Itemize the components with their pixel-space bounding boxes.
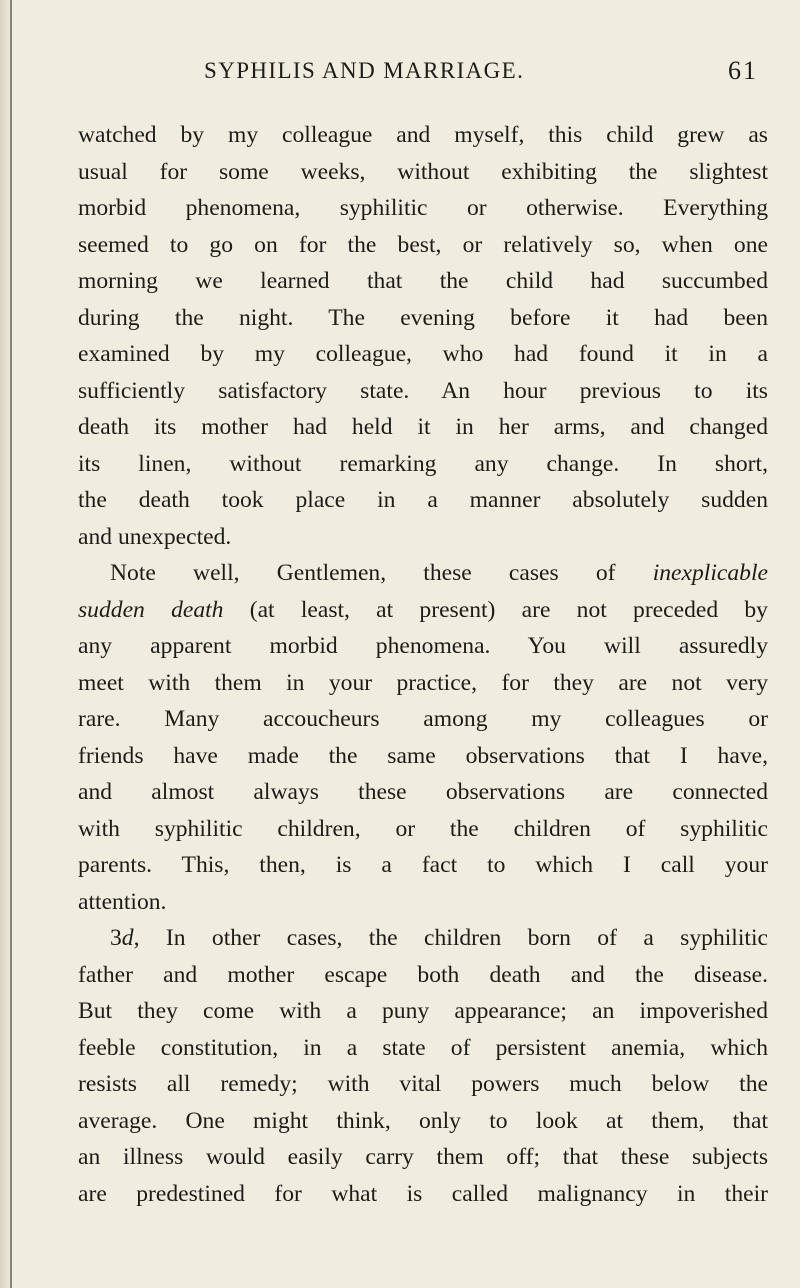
italic-term: inexplicable — [652, 560, 768, 586]
text-line: friends have made the same observations that I have, — [78, 742, 768, 769]
text-line: average. One might think, only to look at them, that — [78, 1107, 768, 1134]
text-line: resists all remedy; with vital powers much below the — [78, 1071, 768, 1097]
italic-term: sudden death — [78, 596, 224, 623]
text-run: (at least, at present) are not preceded by — [223, 596, 768, 623]
text-line: seemed to go on for the best, or relatively so, when one — [78, 231, 768, 258]
text-line: and almost always these observations are connected — [78, 779, 768, 805]
text-line: sufficiently satisfactory state. An hour previous to its — [78, 377, 768, 404]
page-number: 61 — [728, 56, 758, 85]
text-line: an illness would easily carry them off; that these subjects — [78, 1144, 768, 1170]
text-run: Note well, Gentlemen, these cases of — [110, 560, 653, 586]
text-line: its linen, without remarking any change. In short, — [78, 450, 768, 477]
binding-edge — [10, 0, 12, 1288]
text-line: the death took place in a manner absolutely sudden — [78, 487, 768, 513]
paragraph-2 — [78, 555, 768, 920]
text-line: attention. — [78, 888, 167, 915]
text-line: are predestined for what is called malignancy in their — [78, 1180, 768, 1207]
text-line — [78, 555, 768, 592]
ordinal-suffix: d — [121, 925, 134, 951]
book-page — [78, 0, 768, 1288]
text-line: But they come with a puny appearance; an impoverished — [78, 998, 768, 1024]
text-line: parents. This, then, is a fact to which I call your — [78, 852, 768, 878]
text-line: death its mother had held it in her arms, and changed — [78, 414, 768, 440]
text-line: father and mother escape both death and the disease. — [78, 961, 768, 988]
text-line — [78, 920, 768, 957]
text-line: watched by my colleague and myself, this child grew as — [78, 122, 768, 148]
text-line: during the night. The evening before it had been — [78, 304, 768, 331]
text-line: any apparent morbid phenomena. You will assuredly — [78, 633, 768, 659]
body-text — [78, 117, 768, 1212]
text-line: meet with them in your practice, for they are not very — [78, 669, 768, 696]
text-run: , In other cases, the children born of a syphilitic — [133, 925, 768, 951]
paragraph-1 — [78, 117, 768, 555]
text-line: usual for some weeks, without exhibiting the slightest — [78, 158, 768, 185]
text-line: feeble constitution, in a state of persistent anemia, which — [78, 1034, 768, 1061]
text-line: with syphilitic children, or the children of syphilitic — [78, 815, 768, 842]
running-head-title: SYPHILIS AND MARRIAGE. — [204, 58, 525, 83]
text-line: rare. Many accoucheurs among my colleagues or — [78, 706, 768, 732]
text-line: examined by my colleague, who had found it in a — [78, 341, 768, 367]
ordinal-number: 3 — [110, 925, 122, 951]
text-line: and unexpected. — [78, 523, 232, 550]
text-line: morning we learned that the child had succumbed — [78, 268, 768, 294]
paragraph-3 — [78, 920, 768, 1212]
text-line: morbid phenomena, syphilitic or otherwise. Everything — [78, 195, 768, 221]
running-head — [78, 56, 768, 90]
text-line — [78, 592, 768, 629]
